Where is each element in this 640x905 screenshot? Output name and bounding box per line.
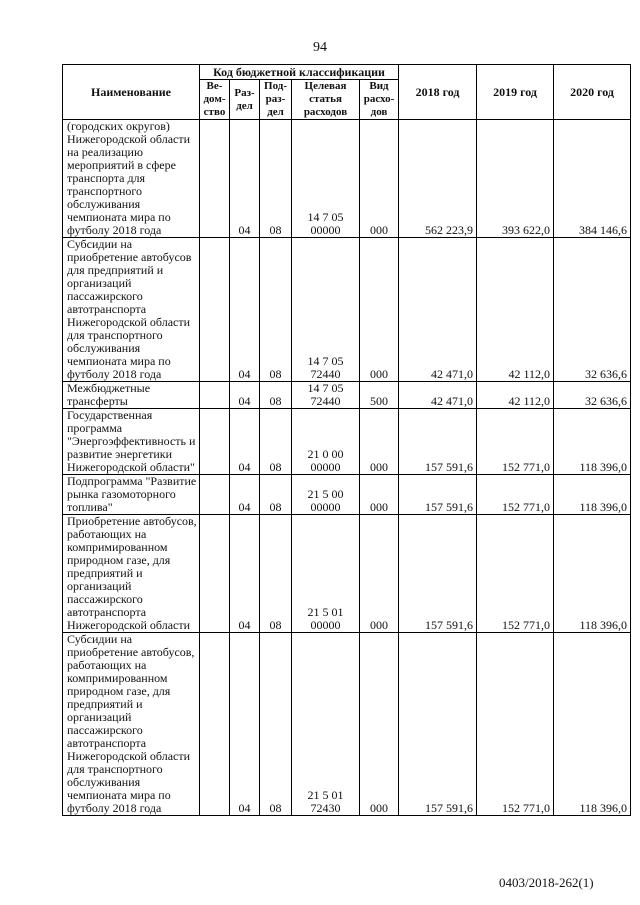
row-name-line: организаций [67,579,132,593]
row-name [63,120,200,238]
cell-razdel: 04 [230,475,260,515]
cell-celevaya-statya: 14 7 05 72440 [292,382,360,409]
cell-2018: 42 471,0 [399,382,477,409]
cell-vedomstvo [200,120,230,238]
page-number: 94 [313,40,327,55]
row-name-line: топлива" [67,500,113,514]
cell-podrazdel: 08 [260,120,292,238]
row-name [63,409,200,475]
header-razdel: Раз- дел [230,80,260,120]
cell-celevaya-statya: 14 7 05 00000 [292,120,360,238]
row-name-line: Нижегородской области [67,132,191,146]
row-name-line: программа [67,421,123,435]
row-name-line: пассажирского [67,289,143,303]
cell-2020: 118 396,0 [554,633,631,816]
row-name-line: приобретение автобусов, [67,645,195,659]
row-name-line: предприятий и [67,566,143,580]
row-name-line: чемпионата мира по [67,788,171,802]
cell-2020: 118 396,0 [554,515,631,633]
cell-2019: 152 771,0 [477,515,554,633]
cell-vid-rashodov: 500 [360,382,399,409]
cell-celevaya-statya: 21 0 00 00000 [292,409,360,475]
row-name-line: Нижегородской области" [67,460,195,474]
header-2018: 2018 год [399,65,477,120]
cell-razdel: 04 [230,238,260,382]
row-name-line: организаций [67,276,132,290]
header-classification: Код бюджетной классификации [200,65,399,80]
row-name-line: работающих на [67,527,147,541]
cell-2018: 562 223,9 [399,120,477,238]
row-name-line: "Энергоэффективность и [67,434,196,448]
row-name-line: обслуживания [67,341,141,355]
cell-celevaya-statya: 21 5 01 72430 [292,633,360,816]
row-name-line: для транспортного [67,328,163,342]
cell-2019: 152 771,0 [477,409,554,475]
row-name [63,515,200,633]
cell-razdel: 04 [230,120,260,238]
table-row [63,409,631,475]
row-name-line: Приобретение автобусов, [67,514,197,528]
row-name-line: автотранспорта [67,605,147,619]
header-vedomstvo: Ве- дом- ство [200,80,230,120]
row-name-line: Государственная [67,408,153,422]
header-podrazdel: Под- раз- дел [260,80,292,120]
header-vid-rashodov: Вид расхо- дов [360,80,399,120]
cell-razdel: 04 [230,515,260,633]
cell-2018: 157 591,6 [399,633,477,816]
cell-celevaya-statya: 14 7 05 72440 [292,238,360,382]
row-name-line: футболу 2018 года [67,801,162,815]
row-name-line: предприятий и [67,697,143,711]
header-name: Наименование [63,65,200,120]
header-celevaya-statya: Целевая статья расходов [292,80,360,120]
cell-celevaya-statya: 21 5 01 00000 [292,515,360,633]
cell-podrazdel: 08 [260,633,292,816]
row-name-line: приобретение автобусов [67,250,192,264]
document-code: 0403/2018-262(1) [499,875,594,890]
table-row [63,515,631,633]
cell-vedomstvo [200,515,230,633]
cell-vid-rashodov: 000 [360,633,399,816]
cell-2020: 384 146,6 [554,120,631,238]
row-name-line: развитие энергетики [67,447,173,461]
cell-vid-rashodov: 000 [360,120,399,238]
row-name-line: Субсидии на [67,632,133,646]
cell-2018: 157 591,6 [399,515,477,633]
cell-2018: 157 591,6 [399,409,477,475]
cell-2020: 32 636,6 [554,238,631,382]
row-name-line: Нижегородской области [67,315,191,329]
row-name-line: для транспортного [67,762,163,776]
cell-vedomstvo [200,409,230,475]
cell-2020: 32 636,6 [554,382,631,409]
row-name-line: организаций [67,710,132,724]
cell-vid-rashodov: 000 [360,515,399,633]
row-name-line: на реализацию [67,145,143,159]
row-name-line: автотранспорта [67,736,147,750]
table-body [63,120,631,816]
cell-vedomstvo [200,475,230,515]
table-row [63,382,631,409]
cell-vid-rashodov: 000 [360,475,399,515]
row-name-line: Нижегородской области [67,749,191,763]
cell-2018: 42 471,0 [399,238,477,382]
row-name-line: транспорта для [67,171,146,185]
row-name-line: обслуживания [67,197,141,211]
row-name-line: пассажирского [67,723,143,737]
cell-vedomstvo [200,382,230,409]
table-header [63,65,631,120]
row-name-line: транспортного [67,184,143,198]
row-name-line: Подпрограмма "Развитие [67,474,197,488]
cell-celevaya-statya: 21 5 00 00000 [292,475,360,515]
row-name-line: Нижегородской области [67,618,191,632]
row-name-line: природном газе, для [67,553,171,567]
row-name [63,633,200,816]
row-name-line: (городских округов) [67,119,170,133]
row-name-line: Субсидии на [67,237,133,251]
cell-2019: 42 112,0 [477,238,554,382]
cell-2019: 393 622,0 [477,120,554,238]
table-row [63,475,631,515]
row-name-line: мероприятий в сфере [67,158,176,172]
row-name-line: работающих на [67,658,147,672]
cell-podrazdel: 08 [260,382,292,409]
row-name-line: рынка газомоторного [67,487,176,501]
row-name-line: чемпионата мира по [67,210,171,224]
table-row [63,238,631,382]
cell-2019: 42 112,0 [477,382,554,409]
cell-2020: 118 396,0 [554,475,631,515]
cell-2018: 157 591,6 [399,475,477,515]
cell-2019: 152 771,0 [477,475,554,515]
row-name-line: автотранспорта [67,302,147,316]
cell-podrazdel: 08 [260,238,292,382]
row-name-line: футболу 2018 года [67,367,162,381]
row-name-line: обслуживания [67,775,141,789]
cell-vedomstvo [200,238,230,382]
row-name-line: футболу 2018 года [67,223,162,237]
table-row [63,120,631,238]
row-name-line: природном газе, для [67,684,171,698]
row-name-line: компримированном [67,540,168,554]
cell-vid-rashodov: 000 [360,238,399,382]
cell-razdel: 04 [230,382,260,409]
row-name-line: пассажирского [67,592,143,606]
cell-vedomstvo [200,633,230,816]
row-name [63,475,200,515]
header-2020: 2020 год [554,65,631,120]
cell-razdel: 04 [230,409,260,475]
row-name [63,382,200,409]
cell-podrazdel: 08 [260,475,292,515]
row-name-line: Межбюджетные [67,381,151,395]
table-row [63,633,631,816]
row-name-line: чемпионата мира по [67,354,171,368]
cell-2019: 152 771,0 [477,633,554,816]
budget-table [62,64,631,816]
cell-razdel: 04 [230,633,260,816]
header-2019: 2019 год [477,65,554,120]
row-name-line: компримированном [67,671,168,685]
cell-podrazdel: 08 [260,515,292,633]
row-name-line: для предприятий и [67,263,164,277]
row-name [63,238,200,382]
cell-vid-rashodov: 000 [360,409,399,475]
row-name-line: трансферты [67,394,128,408]
cell-podrazdel: 08 [260,409,292,475]
cell-2020: 118 396,0 [554,409,631,475]
